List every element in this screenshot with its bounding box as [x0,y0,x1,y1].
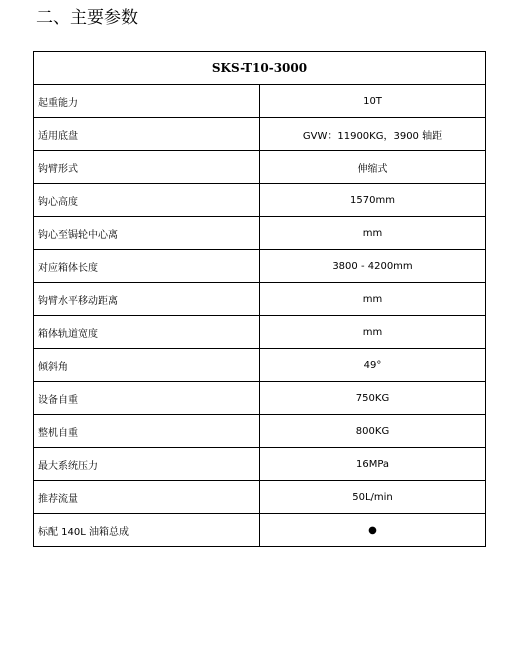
spec-row [34,382,486,415]
spec-value: 1570mm [260,184,486,217]
spec-label: 箱体轨道宽度 [34,316,260,349]
section-title: 二、主要参数 [36,8,138,28]
spec-value: 3800 - 4200mm [260,250,486,283]
spec-value: GVW：11900KG，3900 轴距 [260,118,486,151]
spec-row [34,184,486,217]
spec-row [34,415,486,448]
spec-label: 设备自重 [34,382,260,415]
spec-value: 50L/min [260,481,486,514]
spec-label: 整机自重 [34,415,260,448]
spec-label: 对应箱体长度 [34,250,260,283]
spec-row [34,217,486,250]
spec-label: 起重能力 [34,85,260,118]
spec-value: ● [260,514,486,547]
spec-row [34,250,486,283]
spec-value: mm [260,217,486,250]
model-name: SKS-T10-3000 [34,52,486,85]
spec-value: mm [260,316,486,349]
spec-row [34,151,486,184]
spec-label: 倾斜角 [34,349,260,382]
spec-value: 49° [260,349,486,382]
spec-label: 标配 140L 油箱总成 [34,514,260,547]
spec-label: 钩臂形式 [34,151,260,184]
spec-label: 钩臂水平移动距离 [34,283,260,316]
spec-row [34,85,486,118]
spec-value: 10T [260,85,486,118]
model-row [34,52,486,85]
spec-row [34,448,486,481]
spec-row [34,118,486,151]
spec-table-body [34,52,486,547]
spec-value: 800KG [260,415,486,448]
spec-row [34,349,486,382]
spec-label: 最大系统压力 [34,448,260,481]
spec-value: 16MPa [260,448,486,481]
spec-row [34,514,486,547]
spec-row [34,283,486,316]
spec-row [34,316,486,349]
spec-row [34,481,486,514]
spec-table [33,51,486,547]
spec-label: 钩心至锔轮中心离 [34,217,260,250]
spec-value: 伸缩式 [260,151,486,184]
spec-value: 750KG [260,382,486,415]
spec-label: 推荐流量 [34,481,260,514]
spec-value: mm [260,283,486,316]
spec-label: 钩心高度 [34,184,260,217]
spec-label: 适用底盘 [34,118,260,151]
